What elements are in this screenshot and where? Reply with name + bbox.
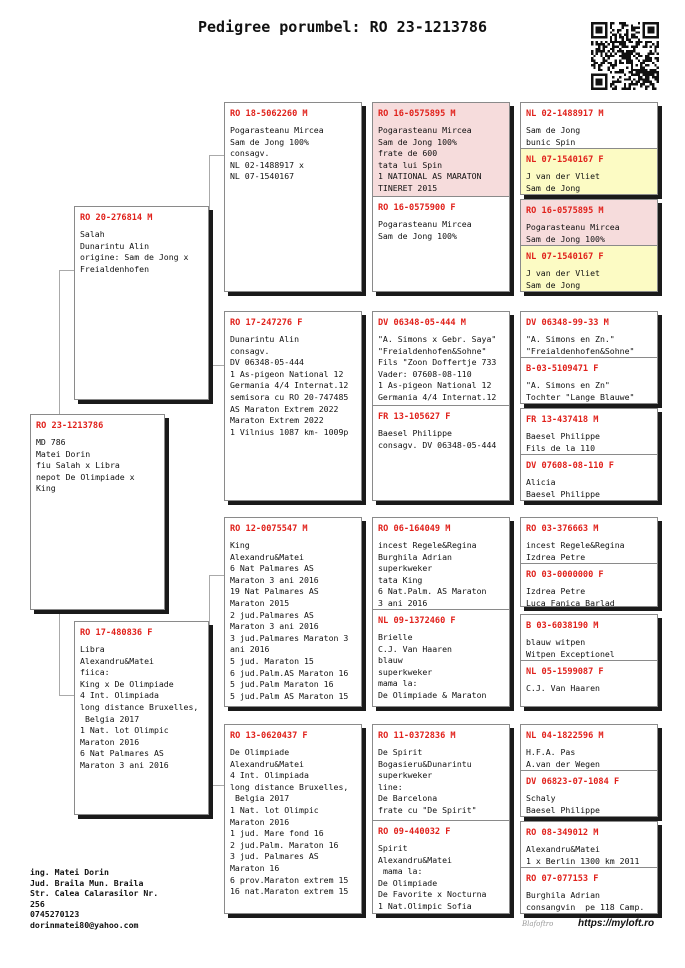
pedigree-card-gen4 <box>372 311 510 501</box>
ring-number: RO 06-164049 M <box>378 524 451 534</box>
card-details: Pogarasteanu Mircea Sam de Jong 100% frate de 600 tata lui Spin 1 NATIONAL AS MARATON TINERET 2015 <box>378 125 482 193</box>
connector-line <box>209 575 210 785</box>
card-details: Libra Alexandru&Matei fiica: King x De Olimpiade 4 Int. Olimpiada long distance Bruxelles, Belgia 2017 1 Nat. lot Olimpic Maraton 2016 6 Nat Palmares AS Maraton 3 ani 2016 <box>80 644 199 770</box>
ring-number: NL 02-1488917 M <box>526 109 604 119</box>
pedigree-card-subject <box>30 414 165 610</box>
ring-number: RO 13-0620437 F <box>230 731 308 741</box>
pedigree-card-gen3 <box>224 517 362 707</box>
ring-number: NL 07-1540167 F <box>526 252 604 262</box>
qr-code <box>591 22 659 90</box>
pedigree-card-gen4 <box>372 724 510 914</box>
card-details: Izdrea Petre Luca Fanica Barlad <box>526 586 615 607</box>
card-details: MD 786 Matei Dorin fiu Salah x Libra nepot De Olimpiade x King <box>36 437 135 494</box>
card-details: J van der Vliet Sam de Jong <box>526 171 600 193</box>
connector-line <box>209 575 224 576</box>
card-details: Pogarasteanu Mircea Sam de Jong 100% <box>378 219 472 241</box>
card-details: Dunarintu Alin consagv. DV 06348-05-444 1 As-pigeon National 12 Germania 4/4 Internat.12 semisora cu RO 20-747485 AS Maraton Extrem 2022 Maraton Extrem 2022 1 Vilnius 1087 km- 1009p <box>230 334 349 437</box>
ring-number: B-03-5109471 F <box>526 364 599 374</box>
connector-line <box>209 785 224 786</box>
card-details: "A. Simons en Zn." "Freialdenhofen&Sohne" <box>526 334 635 356</box>
card-details: Burghila Adrian consangvin pe 118 Camp. <box>526 890 645 912</box>
signature: Blafoftro <box>522 920 554 928</box>
pedigree-card-gen5 <box>520 311 658 404</box>
pedigree-card-gen5 <box>520 517 658 607</box>
card-details: H.F.A. Pas A.van der Wegen <box>526 747 600 769</box>
connector-line <box>59 610 60 695</box>
card-details: Pogarasteanu Mircea Sam de Jong 100% consagv. NL 02-1488917 x NL 07-1540167 <box>230 125 324 182</box>
page-title: Pedigree porumbel: RO 23-1213786 <box>198 18 487 36</box>
pedigree-card-gen5 <box>520 199 658 292</box>
ring-number: RO 17-247276 F <box>230 318 303 328</box>
ring-number: RO 03-0000000 F <box>526 570 604 580</box>
pedigree-card-gen5 <box>520 724 658 817</box>
ring-number: RO 23-1213786 <box>36 421 104 431</box>
ring-number: RO 17-480836 F <box>80 628 153 638</box>
connector-line <box>209 155 224 156</box>
ring-number: DV 07608-08-110 F <box>526 461 614 471</box>
ring-number: RO 16-0575900 F <box>378 203 456 213</box>
card-details: incest Regele&Regina Burghila Adrian superkweker tata King 6 Nat.Palm. AS Maraton 3 ani 2016 <box>378 540 487 608</box>
card-details: De Spirit Bogasieru&Dunarintu superkweker line: De Barcelona frate cu "De Spirit" <box>378 747 477 815</box>
card-details: Schaly Baesel Philippe <box>526 793 600 815</box>
connector-line <box>59 270 74 271</box>
ring-number: RO 03-376663 M <box>526 524 599 534</box>
pedigree-card-gen5 <box>520 102 658 195</box>
ring-number: DV 06823-07-1084 F <box>526 777 620 787</box>
ring-number: FR 13-437418 M <box>526 415 599 425</box>
card-details: "A. Simons en Zn" Tochter "Lange Blauwe" <box>526 380 635 402</box>
pedigree-card-gen3 <box>224 311 362 501</box>
connector-line <box>59 695 74 696</box>
card-details: Alexandru&Matei 1 x Berlin 1300 km 2011 <box>526 844 640 866</box>
pedigree-card-gen5 <box>520 614 658 707</box>
ring-number: NL 04-1822596 M <box>526 731 604 741</box>
card-details: J van der Vliet Sam de Jong <box>526 268 600 290</box>
card-details: incest Regele&Regina Izdrea Petre <box>526 540 625 562</box>
ring-number: DV 06348-05-444 M <box>378 318 466 328</box>
card-details: Sam de Jong bunic Spin <box>526 125 581 147</box>
breeder-contact: ing. Matei Dorin Jud. Braila Mun. Braila Str. Calea Calarasilor Nr. 256 0745270123 dorinmatei80@yahoo.com <box>30 867 159 930</box>
card-details: "A. Simons x Gebr. Saya" "Freialdenhofen&Sohne" Fils "Zoon Doffertje 733 Vader: 07608-08-110 1 As-pigeon National 12 Germania 4/4 Internat.12 <box>378 334 497 402</box>
ring-number: RO 09-440032 F <box>378 827 451 837</box>
card-details: Baesel Philippe consagv. DV 06348-05-444 <box>378 428 497 450</box>
card-details: King Alexandru&Matei 6 Nat Palmares AS Maraton 3 ani 2016 19 Nat Palmares AS Maraton 2015 2 jud.Palmares AS Maraton 3 ani 2016 3 jud.Palmares Maraton 3 ani 2016 5 jud. Maraton 15 6 jud.Palm.AS Maraton 16 5 jud.Palm Maraton 16 5 jud.Palm AS Maraton 15 <box>230 540 349 701</box>
card-details: De Olimpiade Alexandru&Matei 4 Int. Olimpiada long distance Bruxelles, Belgia 2017 1 Nat. lot Olimpic Maraton 2016 1 jud. Mare fond 16 2 jud.Palm. Maraton 16 3 jud. Palmares AS Maraton 16 6 prov.Maraton extrem 15 16 nat.Maraton extrem 15 <box>230 747 349 897</box>
ring-number: B 03-6038190 M <box>526 621 599 631</box>
pedigree-card-gen5 <box>520 408 658 501</box>
ring-number: NL 05-1599087 F <box>526 667 604 677</box>
ring-number: DV 06348-99-33 M <box>526 318 609 328</box>
ring-number: RO 18-5062260 M <box>230 109 308 119</box>
connector-line <box>59 270 60 414</box>
footer-link[interactable]: https://myloft.ro <box>578 918 655 929</box>
ring-number: RO 12-0075547 M <box>230 524 308 534</box>
card-details: Pogarasteanu Mircea Sam de Jong 100% <box>526 222 620 244</box>
card-details: Salah Dunarintu Alin origine: Sam de Jong x Freialdenhofen <box>80 229 189 274</box>
card-details: Alicia Baesel Philippe <box>526 477 600 499</box>
ring-number: NL 07-1540167 F <box>526 155 604 165</box>
ring-number: FR 13-105627 F <box>378 412 451 422</box>
ring-number: RO 16-0575895 M <box>378 109 456 119</box>
connector-line <box>209 365 224 366</box>
ring-number: NL 09-1372460 F <box>378 616 456 626</box>
pedigree-card-gen3 <box>224 724 362 914</box>
card-details: Brielle C.J. Van Haaren blauw superkweker mama la: De Olimpiade & Maraton <box>378 632 487 700</box>
pedigree-card-gen4 <box>372 102 510 292</box>
card-details: Spirit Alexandru&Matei mama la: De Olimpiade De Favorite x Nocturna 1 Nat.Olimpic Sofia <box>378 843 487 911</box>
ring-number: RO 11-0372836 M <box>378 731 456 741</box>
ring-number: RO 08-349012 M <box>526 828 599 838</box>
pedigree-card-gen4 <box>372 517 510 707</box>
pedigree-card-dam <box>74 621 209 815</box>
ring-number: RO 07-077153 F <box>526 874 599 884</box>
ring-number: RO 20-276814 M <box>80 213 153 223</box>
pedigree-card-sire <box>74 206 209 400</box>
card-details: blauw witpen Witpen Exceptionel <box>526 637 615 659</box>
pedigree-card-gen5 <box>520 821 658 914</box>
card-details: C.J. Van Haaren <box>526 683 600 693</box>
connector-line <box>209 155 210 365</box>
card-details: Baesel Philippe Fils de la 110 <box>526 431 600 453</box>
pedigree-card-gen3 <box>224 102 362 292</box>
ring-number: RO 16-0575895 M <box>526 206 604 216</box>
